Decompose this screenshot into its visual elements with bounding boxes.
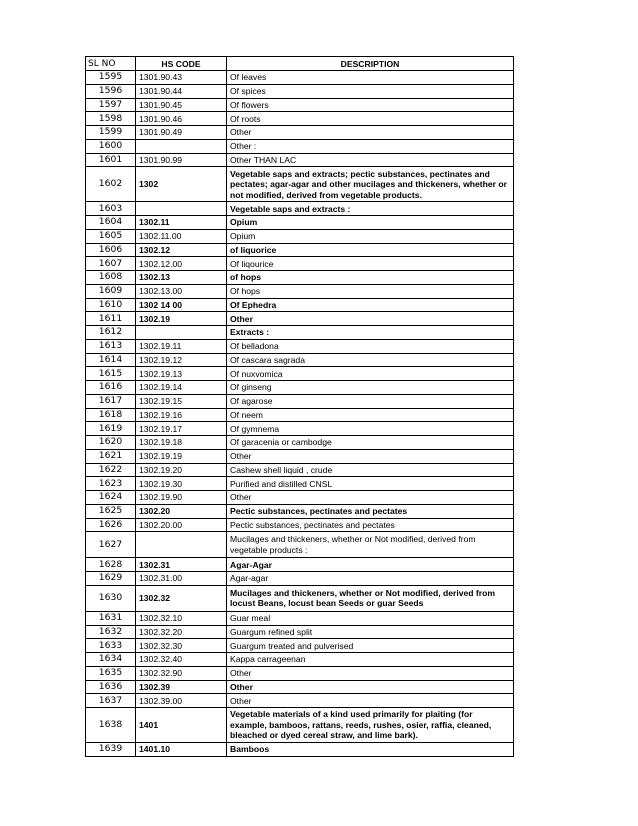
description-cell: Other	[227, 694, 514, 708]
sl-no-cell: 1628	[86, 558, 136, 572]
description-cell: Of nuxvomica	[227, 367, 514, 381]
table-row	[86, 71, 514, 85]
description-cell: Mucilages and thickeners, whether or Not modified, derived from vegetable products :	[227, 532, 514, 558]
header-sl-no: SL NO	[86, 57, 136, 71]
sl-no-cell: 1598	[86, 112, 136, 126]
hs-code-cell: 1302.32.90	[136, 666, 227, 680]
sl-no-cell: 1610	[86, 298, 136, 312]
sl-no-cell: 1623	[86, 477, 136, 491]
sl-no-cell: 1612	[86, 326, 136, 340]
table-row	[86, 694, 514, 708]
description-cell: Other	[227, 680, 514, 694]
hs-code-cell: 1302.19.16	[136, 408, 227, 422]
table-row	[86, 98, 514, 112]
hs-code-cell	[136, 532, 227, 558]
hs-code-cell: 1302.12	[136, 243, 227, 257]
table-row	[86, 84, 514, 98]
description-cell: Of cascara sagrada	[227, 353, 514, 367]
table-row	[86, 216, 514, 230]
hs-code-cell: 1302.19.13	[136, 367, 227, 381]
sl-no-cell: 1634	[86, 653, 136, 667]
description-cell: Of leaves	[227, 71, 514, 85]
sl-no-cell: 1618	[86, 408, 136, 422]
description-cell: Agar-agar	[227, 572, 514, 586]
description-cell: Other	[227, 126, 514, 140]
hs-code-cell: 1302.19	[136, 312, 227, 326]
description-cell: Of agarose	[227, 394, 514, 408]
hs-code-cell: 1302.19.18	[136, 436, 227, 450]
hs-code-cell: 1302.32.30	[136, 639, 227, 653]
table-row	[86, 167, 514, 202]
table-row	[86, 326, 514, 340]
hs-code-cell: 1301.90.46	[136, 112, 227, 126]
hs-code-cell: 1302.19.11	[136, 339, 227, 353]
table-row	[86, 367, 514, 381]
table-row	[86, 312, 514, 326]
table-row	[86, 271, 514, 285]
sl-no-cell: 1609	[86, 284, 136, 298]
hs-code-cell: 1302.31	[136, 558, 227, 572]
description-cell: Other THAN LAC	[227, 153, 514, 167]
sl-no-cell: 1607	[86, 257, 136, 271]
description-cell: Kappa carrageenan	[227, 653, 514, 667]
hs-code-cell: 1302.19.90	[136, 491, 227, 505]
table-row	[86, 639, 514, 653]
hs-code-cell: 1301.90.99	[136, 153, 227, 167]
table-row	[86, 381, 514, 395]
table-row	[86, 611, 514, 625]
description-cell: Of liqourice	[227, 257, 514, 271]
description-cell: Of garacenia or cambodge	[227, 436, 514, 450]
table-row	[86, 653, 514, 667]
table-row	[86, 463, 514, 477]
hs-code-cell: 1401.10	[136, 743, 227, 757]
hs-code-cell: 1301.90.43	[136, 71, 227, 85]
description-cell: Vegetable saps and extracts :	[227, 202, 514, 216]
hs-code-cell: 1302.19.30	[136, 477, 227, 491]
sl-no-cell: 1595	[86, 71, 136, 85]
table-row	[86, 518, 514, 532]
hs-code-cell: 1302.19.12	[136, 353, 227, 367]
table-row	[86, 743, 514, 757]
description-cell: Of belladona	[227, 339, 514, 353]
table-row	[86, 257, 514, 271]
description-cell: Other :	[227, 139, 514, 153]
sl-no-cell: 1622	[86, 463, 136, 477]
table-row	[86, 666, 514, 680]
table-row	[86, 572, 514, 586]
description-cell: Purified and distilled CNSL	[227, 477, 514, 491]
hs-code-cell: 1301.90.44	[136, 84, 227, 98]
hs-code-cell: 1301.90.45	[136, 98, 227, 112]
table-row	[86, 126, 514, 140]
description-cell: Opium	[227, 229, 514, 243]
description-cell: Extracts :	[227, 326, 514, 340]
sl-no-cell: 1635	[86, 666, 136, 680]
description-cell: Guargum treated and pulverised	[227, 639, 514, 653]
sl-no-cell: 1604	[86, 216, 136, 230]
table-row	[86, 625, 514, 639]
sl-no-cell: 1630	[86, 585, 136, 611]
hs-code-cell: 1302.12.00	[136, 257, 227, 271]
description-cell: Of gymnema	[227, 422, 514, 436]
description-cell: Of hops	[227, 284, 514, 298]
description-cell: Vegetable materials of a kind used primarily for plaiting (for example, bamboos, rattans, reeds, rushes, osier, raffia, cleaned, bleached or dyed cereal straw, and lime bark).	[227, 708, 514, 743]
description-cell: Mucilages and thickeners, whether or Not modified, derived from locust Beans, locust bean Seeds or guar Seeds	[227, 585, 514, 611]
table-row	[86, 153, 514, 167]
sl-no-cell: 1596	[86, 84, 136, 98]
header-hs-code: HS CODE	[136, 57, 227, 71]
description-cell: Of spices	[227, 84, 514, 98]
table-row	[86, 436, 514, 450]
hs-code-cell: 1302.19.19	[136, 449, 227, 463]
description-cell: Bamboos	[227, 743, 514, 757]
description-cell: of hops	[227, 271, 514, 285]
header-row	[86, 57, 514, 71]
table-row	[86, 422, 514, 436]
hs-code-cell: 1302.32.20	[136, 625, 227, 639]
description-cell: Other	[227, 666, 514, 680]
sl-no-cell: 1631	[86, 611, 136, 625]
sl-no-cell: 1636	[86, 680, 136, 694]
description-cell: Agar-Agar	[227, 558, 514, 572]
description-cell: Opium	[227, 216, 514, 230]
hs-code-cell: 1302.19.17	[136, 422, 227, 436]
sl-no-cell: 1616	[86, 381, 136, 395]
description-cell: Guar meal	[227, 611, 514, 625]
header-description: DESCRIPTION	[227, 57, 514, 71]
table-row	[86, 680, 514, 694]
description-cell: Of ginseng	[227, 381, 514, 395]
sl-no-cell: 1599	[86, 126, 136, 140]
sl-no-cell: 1606	[86, 243, 136, 257]
sl-no-cell: 1624	[86, 491, 136, 505]
sl-no-cell: 1633	[86, 639, 136, 653]
sl-no-cell: 1603	[86, 202, 136, 216]
hs-code-cell: 1302.20.00	[136, 518, 227, 532]
sl-no-cell: 1597	[86, 98, 136, 112]
table-row	[86, 477, 514, 491]
table-row	[86, 243, 514, 257]
table-row	[86, 298, 514, 312]
table-row	[86, 504, 514, 518]
hs-code-cell: 1302.32.40	[136, 653, 227, 667]
hs-code-cell: 1302.19.14	[136, 381, 227, 395]
hs-code-cell	[136, 326, 227, 340]
table-row	[86, 532, 514, 558]
table-row	[86, 339, 514, 353]
hs-code-cell: 1302 14 00	[136, 298, 227, 312]
table-row	[86, 229, 514, 243]
sl-no-cell: 1602	[86, 167, 136, 202]
table-row	[86, 449, 514, 463]
sl-no-cell: 1608	[86, 271, 136, 285]
table-row	[86, 558, 514, 572]
hs-code-cell: 1302	[136, 167, 227, 202]
hs-code-cell: 1302.31.00	[136, 572, 227, 586]
sl-no-cell: 1614	[86, 353, 136, 367]
table-row	[86, 139, 514, 153]
hs-code-cell: 1302.11.00	[136, 229, 227, 243]
hs-code-cell: 1302.19.15	[136, 394, 227, 408]
hs-code-cell: 1301.90.49	[136, 126, 227, 140]
table-row	[86, 202, 514, 216]
sl-no-cell: 1621	[86, 449, 136, 463]
hs-code-cell	[136, 202, 227, 216]
hs-code-cell: 1302.39	[136, 680, 227, 694]
sl-no-cell: 1605	[86, 229, 136, 243]
sl-no-cell: 1639	[86, 743, 136, 757]
table-row	[86, 353, 514, 367]
description-cell: Other	[227, 312, 514, 326]
description-cell: Guargum refined split	[227, 625, 514, 639]
description-cell: Vegetable saps and extracts; pectic substances, pectinates and pectates; agar-agar and other mucilages and thickeners, whether or not modified, derived from vegetable products.	[227, 167, 514, 202]
description-cell: Pectic substances, pectinates and pectates	[227, 504, 514, 518]
hs-code-cell: 1302.32	[136, 585, 227, 611]
sl-no-cell: 1637	[86, 694, 136, 708]
table-row	[86, 284, 514, 298]
hs-code-cell: 1302.20	[136, 504, 227, 518]
hs-code-cell: 1302.11	[136, 216, 227, 230]
sl-no-cell: 1620	[86, 436, 136, 450]
description-cell: Cashew shell liquid , crude	[227, 463, 514, 477]
sl-no-cell: 1613	[86, 339, 136, 353]
description-cell: Of flowers	[227, 98, 514, 112]
sl-no-cell: 1619	[86, 422, 136, 436]
hs-code-cell: 1401	[136, 708, 227, 743]
hs-code-cell: 1302.19.20	[136, 463, 227, 477]
sl-no-cell: 1615	[86, 367, 136, 381]
sl-no-cell: 1601	[86, 153, 136, 167]
sl-no-cell: 1611	[86, 312, 136, 326]
description-cell: of liquorice	[227, 243, 514, 257]
table-row	[86, 408, 514, 422]
table-row	[86, 708, 514, 743]
sl-no-cell: 1617	[86, 394, 136, 408]
description-cell: Pectic substances, pectinates and pectates	[227, 518, 514, 532]
hs-code-cell: 1302.32.10	[136, 611, 227, 625]
table-row	[86, 394, 514, 408]
table-row	[86, 491, 514, 505]
hs-code-cell: 1302.13.00	[136, 284, 227, 298]
hs-code-cell	[136, 139, 227, 153]
description-cell: Of Ephedra	[227, 298, 514, 312]
table-row	[86, 585, 514, 611]
hs-code-table	[85, 56, 514, 757]
hs-code-cell: 1302.39.00	[136, 694, 227, 708]
sl-no-cell: 1632	[86, 625, 136, 639]
sl-no-cell: 1625	[86, 504, 136, 518]
table-row	[86, 112, 514, 126]
description-cell: Of roots	[227, 112, 514, 126]
sl-no-cell: 1600	[86, 139, 136, 153]
sl-no-cell: 1627	[86, 532, 136, 558]
hs-code-cell: 1302.13	[136, 271, 227, 285]
sl-no-cell: 1629	[86, 572, 136, 586]
description-cell: Other	[227, 449, 514, 463]
sl-no-cell: 1626	[86, 518, 136, 532]
sl-no-cell: 1638	[86, 708, 136, 743]
description-cell: Other	[227, 491, 514, 505]
description-cell: Of neem	[227, 408, 514, 422]
